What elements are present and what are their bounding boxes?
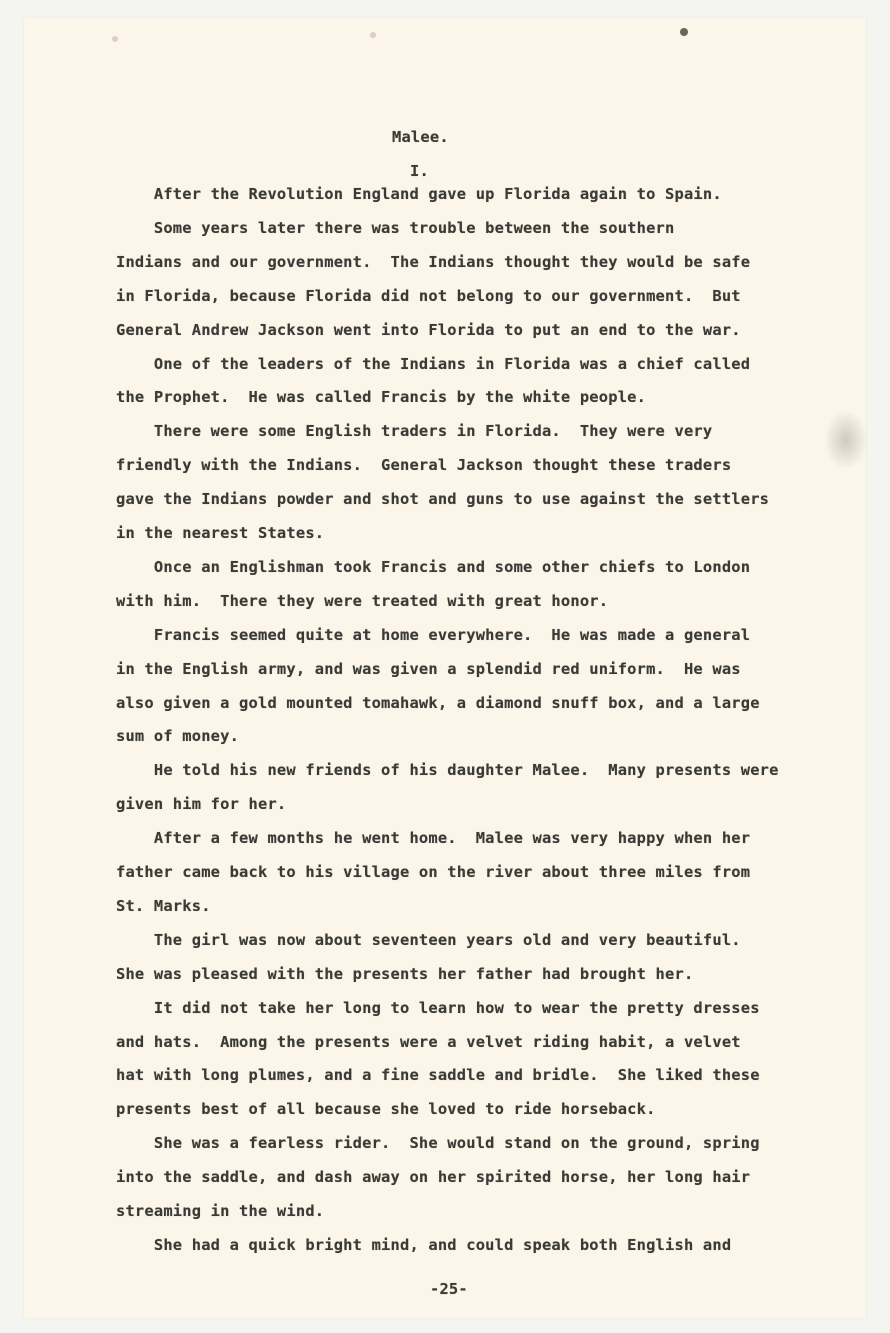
- text-line: given him for her.: [116, 795, 287, 814]
- text-line: friendly with the Indians. General Jackson thought these traders: [116, 456, 732, 475]
- text-line: After a few months he went home. Malee was very happy when her: [116, 829, 751, 848]
- text-line: Indians and our government. The Indians thought they would be safe: [116, 252, 751, 271]
- text-line: and hats. Among the presents were a velvet riding habit, a velvet: [116, 1032, 741, 1051]
- text-line: sum of money.: [116, 727, 240, 746]
- text-line: General Andrew Jackson went into Florida to put an end to the war.: [116, 320, 741, 339]
- text-line: the Prophet. He was called Francis by the white people.: [116, 388, 647, 407]
- text-line: She was pleased with the presents her father had brought her.: [116, 964, 694, 983]
- punch-mark: [370, 32, 376, 38]
- text-line: The girl was now about seventeen years old and very beautiful.: [116, 930, 741, 949]
- text-line: hat with long plumes, and a fine saddle and bridle. She liked these: [116, 1066, 760, 1085]
- text-line: Francis seemed quite at home everywhere. He was made a general: [116, 625, 751, 644]
- text-line: in Florida, because Florida did not belong to our government. But: [116, 286, 741, 305]
- punch-mark: [680, 28, 688, 36]
- text-line: She was a fearless rider. She would stand on the ground, spring: [116, 1134, 760, 1153]
- text-line: Once an Englishman took Francis and some other chiefs to London: [116, 557, 751, 576]
- punch-mark: [112, 36, 118, 42]
- text-line: streaming in the wind.: [116, 1202, 325, 1220]
- text-line: St. Marks.: [116, 896, 211, 915]
- body-text: [116, 184, 779, 1254]
- text-line: presents best of all because she loved to ride horseback.: [116, 1100, 656, 1119]
- text-line: It did not take her long to learn how to wear the pretty dresses: [116, 998, 760, 1017]
- text-line: in the English army, and was given a splendid red uniform. He was: [116, 659, 741, 678]
- text-line: She had a quick bright mind, and could speak both English and: [116, 1235, 732, 1254]
- text-line: Some years later there was trouble between the southern: [116, 218, 675, 237]
- ink-smudge: [824, 410, 868, 470]
- text-line: father came back to his village on the river about three miles from: [116, 863, 751, 881]
- text-line: gave the Indians powder and shot and guns to use against the settlers: [116, 490, 770, 509]
- text-line: He told his new friends of his daughter Malee. Many presents were: [116, 761, 779, 780]
- page-number: -25-: [430, 1280, 468, 1298]
- text-line: One of the leaders of the Indians in Florida was a chief called: [116, 354, 751, 373]
- document-title: Malee.: [392, 128, 449, 146]
- text-line: There were some English traders in Florida. They were very: [116, 422, 713, 441]
- section-heading: I.: [410, 162, 429, 180]
- text-line: in the nearest States.: [116, 524, 325, 542]
- text-line: with him. There they were treated with great honor.: [116, 591, 609, 610]
- typed-page: [24, 18, 866, 1318]
- text-line: After the Revolution England gave up Florida again to Spain.: [116, 185, 722, 203]
- text-line: also given a gold mounted tomahawk, a diamond snuff box, and a large: [116, 693, 760, 712]
- text-line: into the saddle, and dash away on her spirited horse, her long hair: [116, 1168, 751, 1187]
